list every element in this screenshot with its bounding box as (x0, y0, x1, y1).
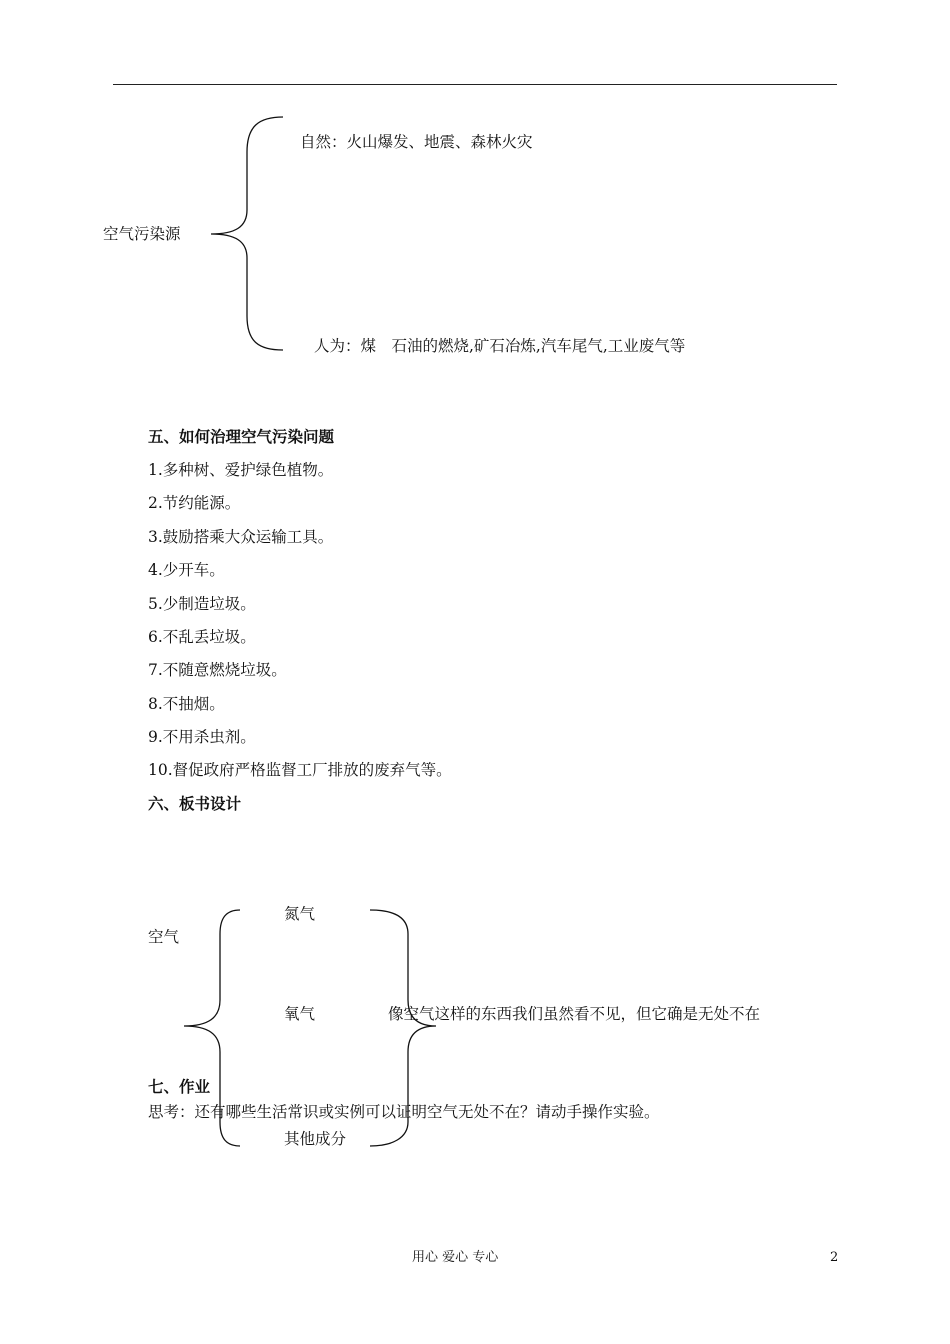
list-item: 1.多种树、爱护绿色植物。 (148, 461, 334, 479)
list-item: 4.少开车。 (148, 561, 225, 579)
board-conclusion: 像空气这样的东西我们虽然看不见，但它确是无处不在 (388, 1005, 761, 1023)
board-component-other: 其他成分 (284, 1130, 347, 1148)
board-component-nitrogen: 氮气 (284, 905, 316, 923)
header-rule (113, 84, 837, 85)
section7-heading: 七、作业 (148, 1077, 211, 1096)
pollution-natural: 自然：火山爆发、地震、森林火灾 (300, 133, 533, 151)
section6-heading: 六、板书设计 (148, 794, 242, 813)
pollution-brace (205, 112, 285, 352)
list-item: 6.不乱丢垃圾。 (148, 628, 256, 646)
board-root-label: 空气 (148, 928, 180, 946)
list-item: 5.少制造垃圾。 (148, 595, 256, 613)
list-item: 3.鼓励搭乘大众运输工具。 (148, 528, 334, 546)
pollution-root-label: 空气污染源 (103, 225, 181, 243)
list-item: 7.不随意燃烧垃圾。 (148, 661, 287, 679)
list-item: 10.督促政府严格监督工厂排放的废弃气等。 (148, 761, 452, 779)
page-number: 2 (830, 1250, 839, 1265)
pollution-human: 人为：煤 石油的燃烧,矿石冶炼,汽车尾气,工业废气等 (314, 337, 686, 355)
list-item: 8.不抽烟。 (148, 695, 225, 713)
footer-motto: 用心 爱心 专心 (412, 1250, 499, 1265)
board-component-oxygen: 氧气 (284, 1005, 316, 1023)
homework-text: 思考：还有哪些生活常识或实例可以证明空气无处不在？请动手操作实验。 (148, 1103, 660, 1121)
section5-heading: 五、如何治理空气污染问题 (148, 427, 335, 446)
list-item: 9.不用杀虫剂。 (148, 728, 256, 746)
list-item: 2.节约能源。 (148, 494, 241, 512)
